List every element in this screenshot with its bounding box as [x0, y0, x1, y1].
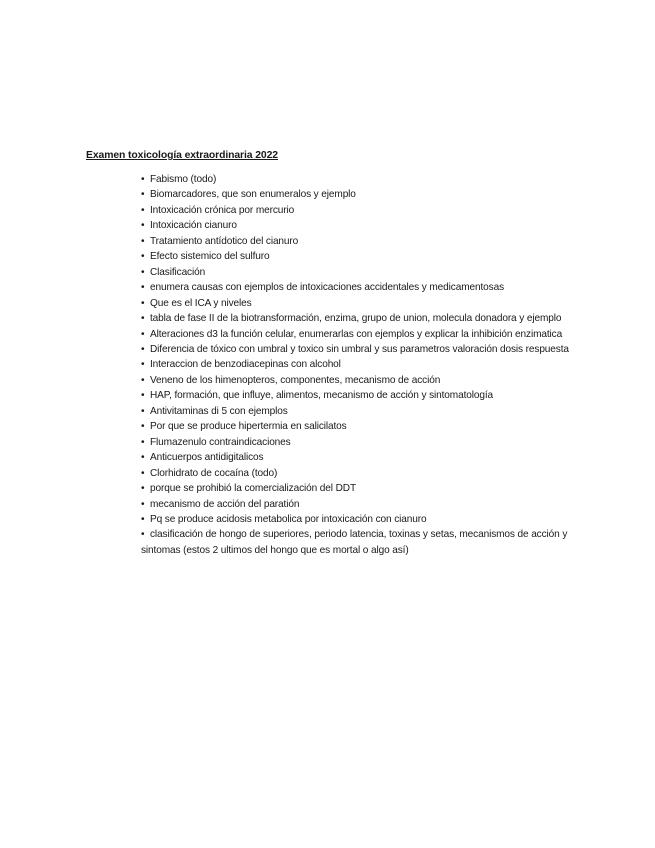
document-title: Examen toxicología extraordinaria 2022 — [86, 150, 278, 161]
bullet-icon: • — [141, 359, 145, 371]
question-text: clasificación de hongo de superiores, periodo latencia, toxinas y setas, mecanismos de acción y sintomas (estos 2 ultimos del hongo que es mortal o algo así) — [141, 529, 568, 556]
bullet-icon: • — [141, 189, 145, 201]
bullet-icon: • — [141, 297, 145, 309]
question-text: Efecto sistemico del sulfuro — [150, 251, 270, 263]
question-item — [141, 249, 571, 264]
question-text: Pq se produce acidosis metabolica por intoxicación con cianuro — [150, 513, 427, 525]
question-item — [141, 311, 571, 326]
question-text: Clasificación — [150, 266, 206, 278]
question-item — [141, 481, 571, 496]
question-list — [141, 172, 571, 558]
question-text: HAP, formación, que influye, alimentos, mecanismo de acción y sintomatología — [150, 390, 494, 402]
bullet-icon: • — [141, 374, 145, 386]
question-item — [141, 172, 571, 187]
question-text: Intoxicación crónica por mercurio — [150, 204, 295, 216]
bullet-icon: • — [141, 405, 145, 417]
bullet-icon: • — [141, 483, 145, 495]
question-item — [141, 466, 571, 481]
question-text: Flumazenulo contraindicaciones — [150, 436, 291, 448]
question-item — [141, 388, 571, 403]
question-text: Alteraciones d3 la función celular, enumerarlas con ejemplos y explicar la inhibición enzimatica — [150, 328, 563, 340]
bullet-icon: • — [141, 529, 145, 541]
question-text: Que es el ICA y niveles — [150, 297, 252, 309]
question-text: enumera causas con ejemplos de intoxicaciones accidentales y medicamentosas — [150, 282, 505, 294]
question-text: Biomarcadores, que son enumeralos y ejemplo — [150, 189, 356, 201]
question-item — [141, 419, 571, 434]
bullet-icon: • — [141, 251, 145, 263]
bullet-icon: • — [141, 328, 145, 340]
bullet-icon: • — [141, 174, 145, 185]
question-item — [141, 497, 571, 512]
bullet-icon: • — [141, 220, 145, 232]
question-text: Veneno de los himenopteros, componentes, mecanismo de acción — [150, 374, 441, 386]
question-item — [141, 218, 571, 233]
bullet-icon: • — [141, 513, 145, 525]
question-item — [141, 203, 571, 218]
question-item — [141, 342, 571, 357]
bullet-icon: • — [141, 204, 145, 216]
bullet-icon: • — [141, 436, 145, 448]
question-text: porque se prohibió la comercialización del DDT — [150, 483, 356, 495]
bullet-icon: • — [141, 390, 145, 402]
question-item — [141, 187, 571, 202]
question-text: Tratamiento antídotico del cianuro — [150, 235, 299, 247]
question-text: tabla de fase II de la biotransformación, enzima, grupo de union, molecula donadora y ejemplo — [150, 313, 562, 325]
question-text: Fabismo (todo) — [150, 174, 217, 185]
question-text: mecanismo de acción del paratión — [150, 498, 300, 510]
bullet-icon: • — [141, 266, 145, 278]
question-item — [141, 512, 571, 527]
bullet-icon: • — [141, 452, 145, 464]
question-text: Intoxicación cianuro — [150, 220, 237, 232]
question-item — [141, 234, 571, 249]
question-text: Antivitaminas di 5 con ejemplos — [150, 405, 288, 417]
bullet-icon: • — [141, 313, 145, 325]
question-item — [141, 357, 571, 372]
question-item — [141, 327, 571, 342]
question-item — [141, 265, 571, 280]
question-text: Por que se produce hipertermia en salicilatos — [150, 421, 347, 433]
question-item — [141, 435, 571, 450]
bullet-icon: • — [141, 343, 145, 355]
question-item — [141, 404, 571, 419]
bullet-icon: • — [141, 498, 145, 510]
bullet-icon: • — [141, 467, 145, 479]
question-text: Diferencia de tóxico con umbral y toxico sin umbral y sus parametros valoración dosis respuesta — [150, 343, 569, 355]
question-item — [141, 373, 571, 388]
question-text: Clorhidrato de cocaína (todo) — [150, 467, 278, 479]
question-text: Anticuerpos antidigitalicos — [150, 452, 264, 464]
bullet-icon: • — [141, 235, 145, 247]
question-item — [141, 280, 571, 295]
question-text: Interaccion de benzodiacepinas con alcohol — [150, 359, 341, 371]
question-item — [141, 296, 571, 311]
bullet-icon: • — [141, 282, 145, 294]
question-item — [141, 527, 571, 558]
bullet-icon: • — [141, 421, 145, 433]
question-item — [141, 450, 571, 465]
